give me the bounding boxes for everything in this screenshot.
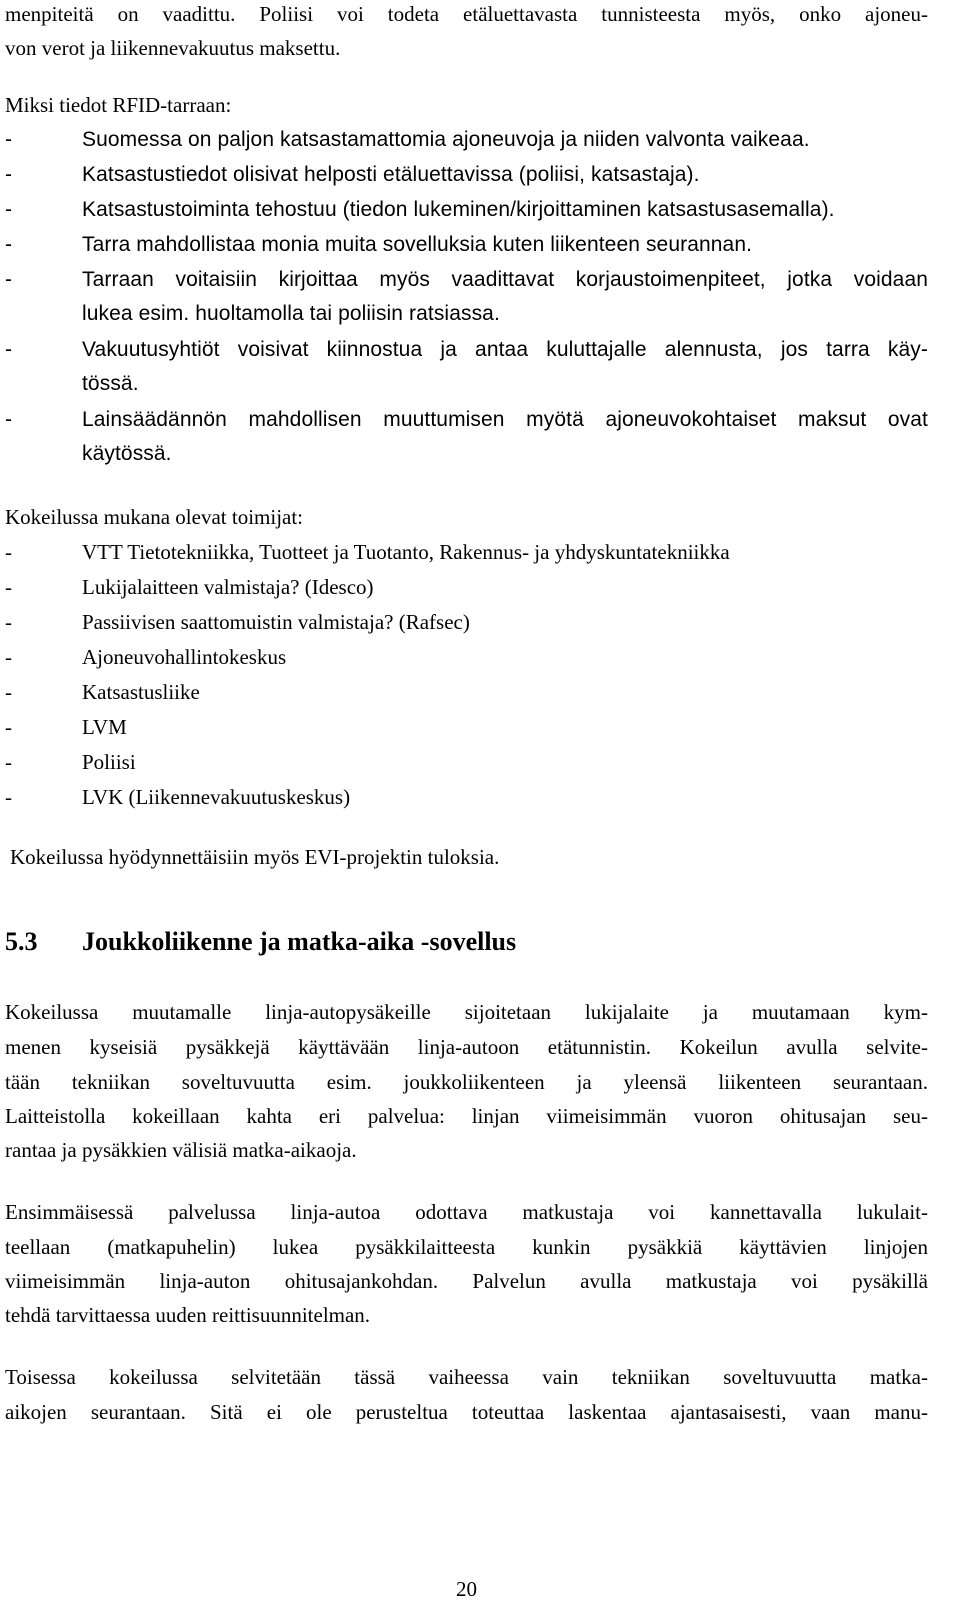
section-title: Joukkoliikenne ja matka-aika -sovellus xyxy=(82,927,517,956)
participants-note: Kokeilussa hyödynnettäisiin myös EVI-projektin tuloksia. xyxy=(10,845,500,869)
list-dash: - xyxy=(5,268,13,291)
why-rfid-heading: Miksi tiedot RFID-tarraan: xyxy=(5,93,232,117)
paragraph-line: tään tekniikan soveltuvuutta esim. joukkoliikenteen ja yleensä liikenteen seurantaan. xyxy=(5,1070,928,1094)
list-item-text xyxy=(82,263,928,331)
list-item-line: tössä. xyxy=(82,372,139,395)
list-dash: - xyxy=(5,128,13,151)
list-dash: - xyxy=(5,645,12,669)
intro-line-1: menpiteitä on vaadittu. Poliisi voi todeta etäluettavasta tunnisteesta myös, onko ajoneu- xyxy=(5,2,928,26)
paragraph-line: rantaa ja pysäkkien välisiä matka-aikaoja. xyxy=(5,1138,357,1162)
paragraph-line: aikojen seurantaan. Sitä ei ole perusteltua toteuttaa laskentaa ajantasaisesti, vaan manu- xyxy=(5,1400,928,1424)
list-item-line: Vakuutusyhtiöt voisivat kiinnostua ja antaa kuluttajalle alennusta, jos tarra käy- xyxy=(82,338,928,361)
list-item-text: Suomessa on paljon katsastamattomia ajoneuvoja ja niiden valvonta vaikeaa. xyxy=(82,128,810,151)
list-dash: - xyxy=(5,785,12,809)
paragraph-line: Laitteistolla kokeillaan kahta eri palvelua: linjan viimeisimmän vuoron ohitusajan seu- xyxy=(5,1104,928,1128)
paragraph-line: menen kyseisiä pysäkkejä käyttävään linja-autoon etätunnistin. Kokeilun avulla selvite- xyxy=(5,1035,928,1059)
list-dash: - xyxy=(5,408,13,431)
list-item-text: Ajoneuvohallintokeskus xyxy=(82,645,287,669)
list-dash: - xyxy=(5,233,13,256)
list-item-text: Passiivisen saattomuistin valmistaja? (Rafsec) xyxy=(82,610,470,634)
list-dash: - xyxy=(5,163,13,186)
section-heading xyxy=(5,925,516,959)
paragraph-line: viimeisimmän linja-auton ohitusajankohdan. Palvelun avulla matkustaja voi pysäkillä xyxy=(5,1269,928,1293)
list-item-text: Katsastustiedot olisivat helposti etäluettavissa (poliisi, katsastaja). xyxy=(82,163,700,186)
list-item-text: Katsastusliike xyxy=(82,680,200,704)
paragraph-line: teellaan (matkapuhelin) lukea pysäkkilaitteesta kunkin pysäkkiä käyttävien linjojen xyxy=(5,1235,928,1259)
page-number: 20 xyxy=(456,1577,477,1601)
list-item-text xyxy=(82,403,928,471)
list-item-text: VTT Tietotekniikka, Tuotteet ja Tuotanto, Rakennus- ja yhdyskuntatekniikka xyxy=(82,540,730,564)
list-dash: - xyxy=(5,715,12,739)
list-dash: - xyxy=(5,198,13,221)
list-dash: - xyxy=(5,750,12,774)
participants-heading: Kokeilussa mukana olevat toimijat: xyxy=(5,505,304,529)
list-item-text xyxy=(82,333,928,401)
list-item-line: Tarraan voitaisiin kirjoittaa myös vaadittavat korjaustoimenpiteet, jotka voidaan xyxy=(82,268,928,291)
paragraph-line: Toisessa kokeilussa selvitetään tässä vaiheessa vain tekniikan soveltuvuutta matka- xyxy=(5,1365,928,1389)
list-item-text: Tarra mahdollistaa monia muita sovelluksia kuten liikenteen seurannan. xyxy=(82,233,753,256)
list-item-text: Lukijalaitteen valmistaja? (Idesco) xyxy=(82,575,374,599)
list-item-text: LVK (Liikennevakuutuskeskus) xyxy=(82,785,351,809)
list-item-line: lukea esim. huoltamolla tai poliisin ratsiassa. xyxy=(82,302,500,325)
list-dash: - xyxy=(5,575,12,599)
list-item-line: Lainsäädännön mahdollisen muuttumisen myötä ajoneuvokohtaiset maksut ovat xyxy=(82,408,928,431)
list-dash: - xyxy=(5,540,12,564)
paragraph-line: Kokeilussa muutamalle linja-autopysäkeille sijoitetaan lukijalaite ja muutamaan kym- xyxy=(5,1000,928,1024)
list-dash: - xyxy=(5,338,13,361)
section-number: 5.3 xyxy=(5,927,38,956)
list-item-line: käytössä. xyxy=(82,442,172,465)
list-item-text: Katsastustoiminta tehostuu (tiedon lukeminen/kirjoittaminen katsastusasemalla). xyxy=(82,198,835,221)
paragraph-line: Ensimmäisessä palvelussa linja-autoa odottava matkustaja voi kannettavalla lukulait- xyxy=(5,1200,928,1224)
list-item-text: Poliisi xyxy=(82,750,136,774)
list-dash: - xyxy=(5,680,12,704)
list-item-text: LVM xyxy=(82,715,127,739)
list-dash: - xyxy=(5,610,12,634)
paragraph-line: tehdä tarvittaessa uuden reittisuunnitelman. xyxy=(5,1303,371,1327)
intro-line-2: von verot ja liikennevakuutus maksettu. xyxy=(5,36,341,60)
